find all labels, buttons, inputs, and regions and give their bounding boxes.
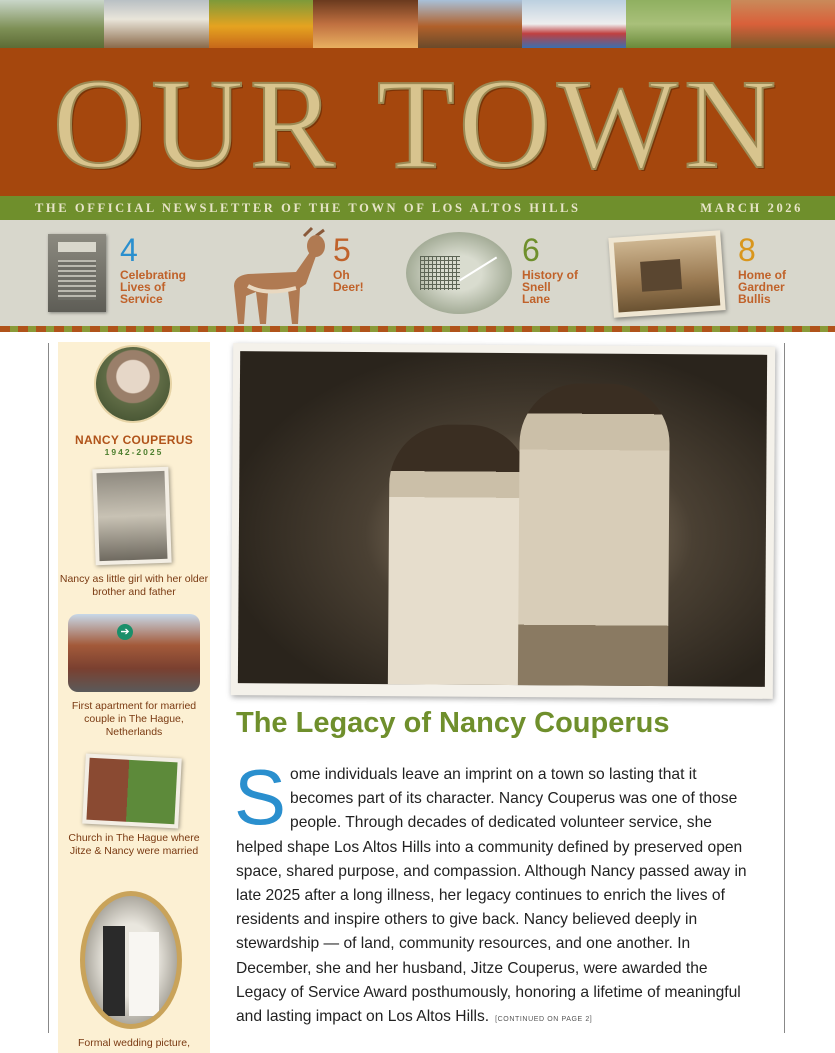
caption-wedding: Formal wedding picture, — [77, 1037, 191, 1049]
orchard-photo — [731, 0, 835, 48]
barn-photo — [104, 0, 208, 48]
article-headline: The Legacy of Nancy Couperus — [236, 707, 670, 739]
apartment-photo — [68, 614, 200, 692]
masthead — [0, 48, 835, 196]
teaser-bar — [0, 220, 835, 326]
auditorium-photo — [313, 0, 417, 48]
childhood-photo — [92, 467, 171, 566]
arrow-right-icon: ➔ — [117, 624, 133, 640]
teaser-label-6[interactable]: History of Snell Lane — [522, 268, 579, 306]
deer-icon — [226, 226, 334, 326]
dashed-divider — [0, 326, 835, 332]
article-text: ome individuals leave an imprint on a town so lasting that it becomes part of its character. Nancy Couperus was one of those people. Through decades of dedicated volunteer service, she helped shape Los Altos Hills into a community defined by preserved open space, shared purpose, and compassion. Although Nancy passed away in late 2025 after a long illness, her legacy continues to enrich the lives of residents and inspire others to give back. Nancy believed deeply in stewardship — of land, community resources, and one another. In December, she and her husband, Jitze Couperus, were awarded the Legacy of Service Award posthumously, honoring a lifetime of meaningful and lasting impact on Los Altos Hills. — [236, 766, 747, 1026]
left-rule — [48, 343, 49, 1033]
couple-photo — [231, 343, 775, 699]
continued-link[interactable]: [CONTINUED ON PAGE 2] — [495, 1016, 593, 1024]
masthead-subtitle-bar — [0, 196, 835, 220]
house-photo-icon — [608, 230, 725, 318]
teaser-page-6[interactable]: 6 — [522, 232, 540, 268]
article-body — [234, 753, 756, 1032]
caption-church: Church in The Hague where Jitze & Nancy were married — [68, 832, 200, 857]
booklet-icon — [48, 234, 106, 312]
teaser-label-4[interactable]: Celebrating Lives of Service — [120, 268, 187, 306]
drop-cap: S — [234, 753, 287, 841]
caption-childhood: Nancy as little girl with her older brother and father — [59, 573, 209, 598]
sidebar-years: 1942-2025 — [104, 447, 164, 457]
right-rule — [784, 343, 785, 1033]
hills-photo — [0, 0, 104, 48]
teaser-page-4[interactable]: 4 — [120, 232, 138, 268]
church-photo — [82, 754, 182, 829]
school-photo — [522, 0, 626, 48]
teaser-page-8[interactable]: 8 — [738, 232, 756, 268]
teaser-label-8[interactable]: Home of Gardner Bullis — [738, 268, 786, 306]
flowers-photo — [209, 0, 313, 48]
caption-apartment: First apartment for married couple in The Hague, Netherlands — [71, 700, 197, 738]
aerial-map-icon — [406, 232, 512, 314]
header-photo-strip — [0, 0, 835, 48]
trail-photo — [626, 0, 730, 48]
teaser-label-5[interactable]: Oh Deer! — [333, 268, 364, 294]
teaser-page-5[interactable]: 5 — [333, 232, 351, 268]
avatar — [96, 347, 170, 421]
newsletter-title: OUR TOWN — [52, 53, 783, 195]
newsletter-subtitle: THE OFFICIAL NEWSLETTER OF THE TOWN OF LOS ALTOS HILLS — [35, 201, 581, 215]
sidebar-name: NANCY COUPERUS — [75, 433, 193, 447]
issue-date: MARCH 2026 — [700, 201, 803, 215]
tree-photo — [418, 0, 522, 48]
wedding-photo — [80, 891, 182, 1029]
